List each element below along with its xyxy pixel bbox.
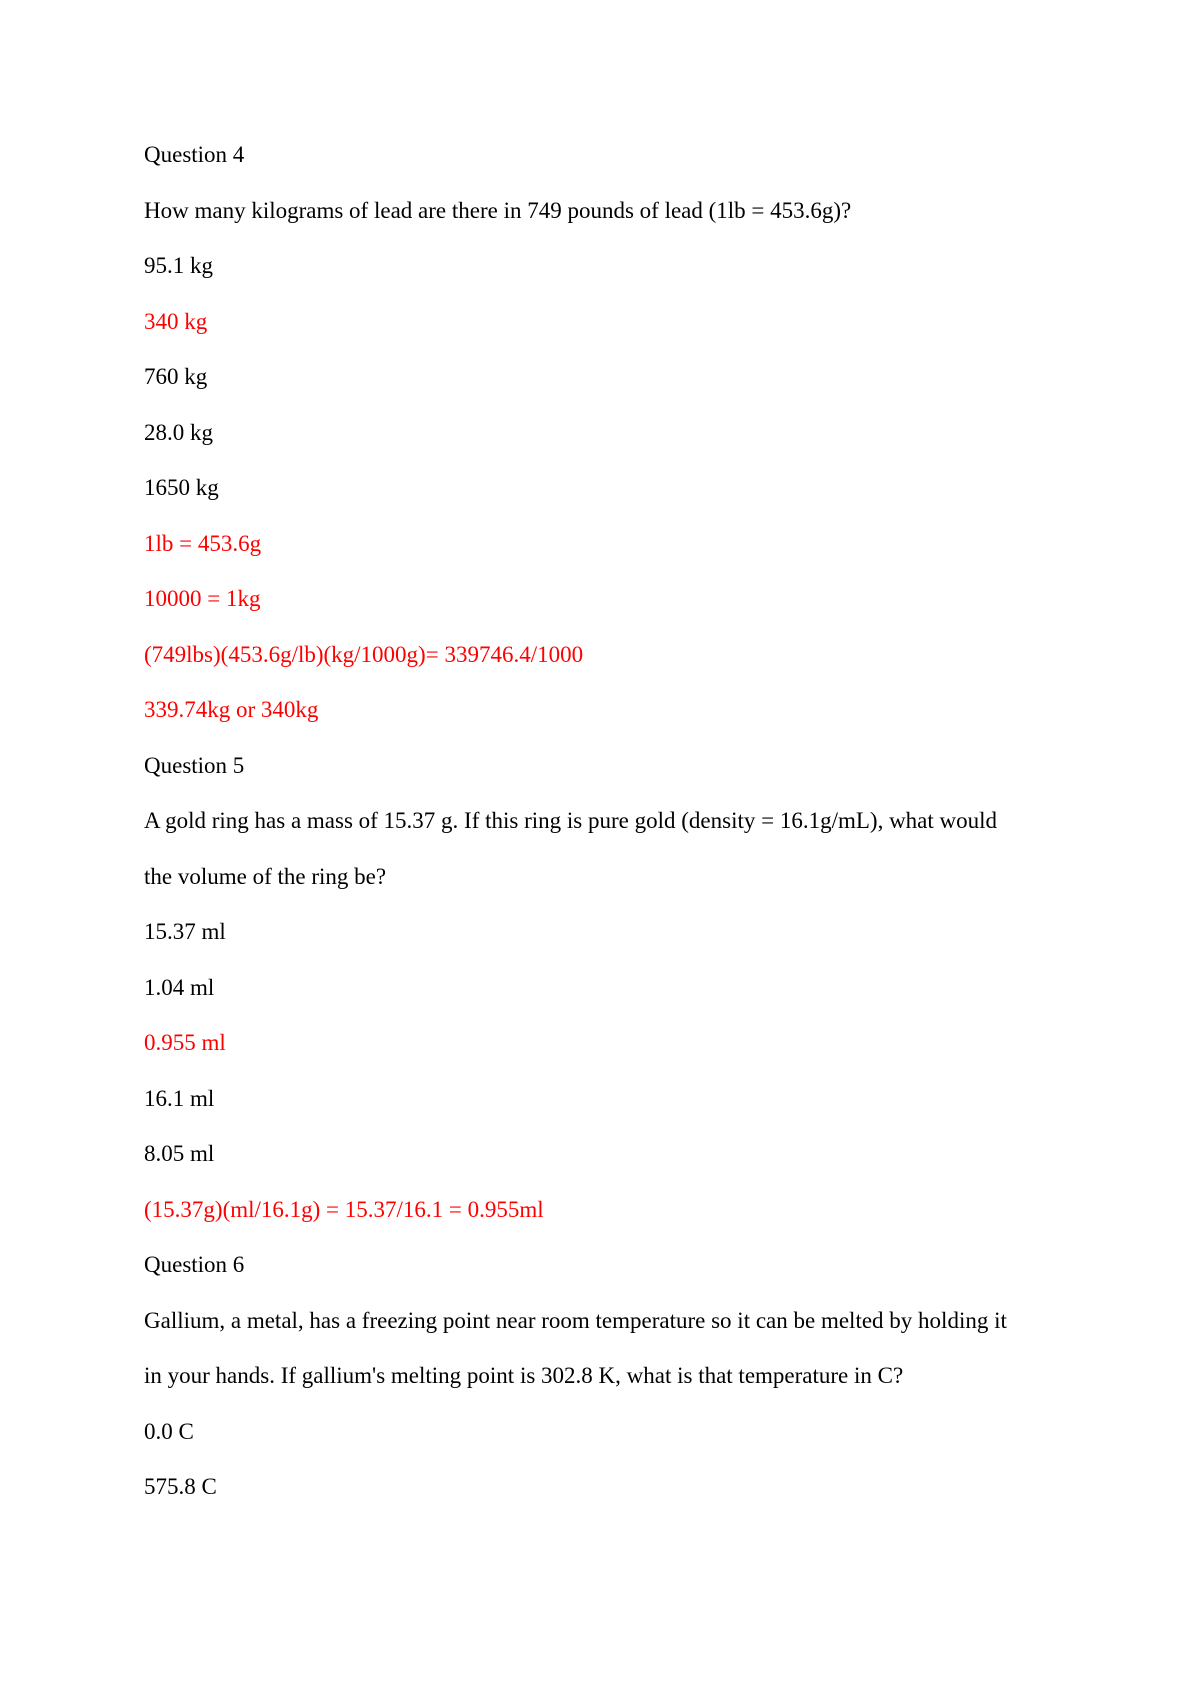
answer-option-marked: 340 kg	[144, 308, 208, 334]
answer-option-marked: 0.955 ml	[144, 1030, 226, 1055]
question-heading: Question 6	[144, 1252, 245, 1277]
answer-option: 1650 kg	[144, 475, 219, 500]
question-prompt: the volume of the ring be?	[144, 863, 387, 889]
question-5	[144, 749, 1064, 1249]
answer-option: 95.1 kg	[144, 253, 213, 278]
document-page	[144, 138, 1064, 1526]
answer-option: 28.0 kg	[144, 419, 213, 445]
answer-option: 575.8 C	[144, 1474, 217, 1499]
work-line: 1lb = 453.6g	[144, 530, 262, 556]
answer-option: 1.04 ml	[144, 974, 215, 1000]
work-line: 10000 = 1kg	[144, 586, 261, 611]
question-prompt: Gallium, a metal, has a freezing point near room temperature so it can be melted by holding it	[144, 1307, 1007, 1333]
question-prompt: How many kilograms of lead are there in 749 pounds of lead (1lb = 453.6g)?	[144, 197, 852, 223]
work-line: 339.74kg or 340kg	[144, 697, 319, 722]
question-prompt: in your hands. If gallium's melting point is 302.8 K, what is that temperature in C?	[144, 1363, 904, 1388]
question-heading: Question 4	[144, 142, 245, 167]
question-prompt: A gold ring has a mass of 15.37 g. If this ring is pure gold (density = 16.1g/mL), what would	[144, 808, 998, 833]
question-4	[144, 138, 1064, 749]
answer-option: 16.1 ml	[144, 1085, 215, 1111]
answer-option: 15.37 ml	[144, 919, 226, 944]
answer-option: 0.0 C	[144, 1418, 194, 1444]
work-line: (15.37g)(ml/16.1g) = 15.37/16.1 = 0.955ml	[144, 1196, 544, 1222]
answer-option: 8.05 ml	[144, 1141, 215, 1166]
question-6	[144, 1248, 1064, 1526]
answer-option: 760 kg	[144, 364, 208, 389]
question-heading: Question 5	[144, 752, 245, 778]
work-line: (749lbs)(453.6g/lb)(kg/1000g)= 339746.4/1000	[144, 641, 584, 667]
